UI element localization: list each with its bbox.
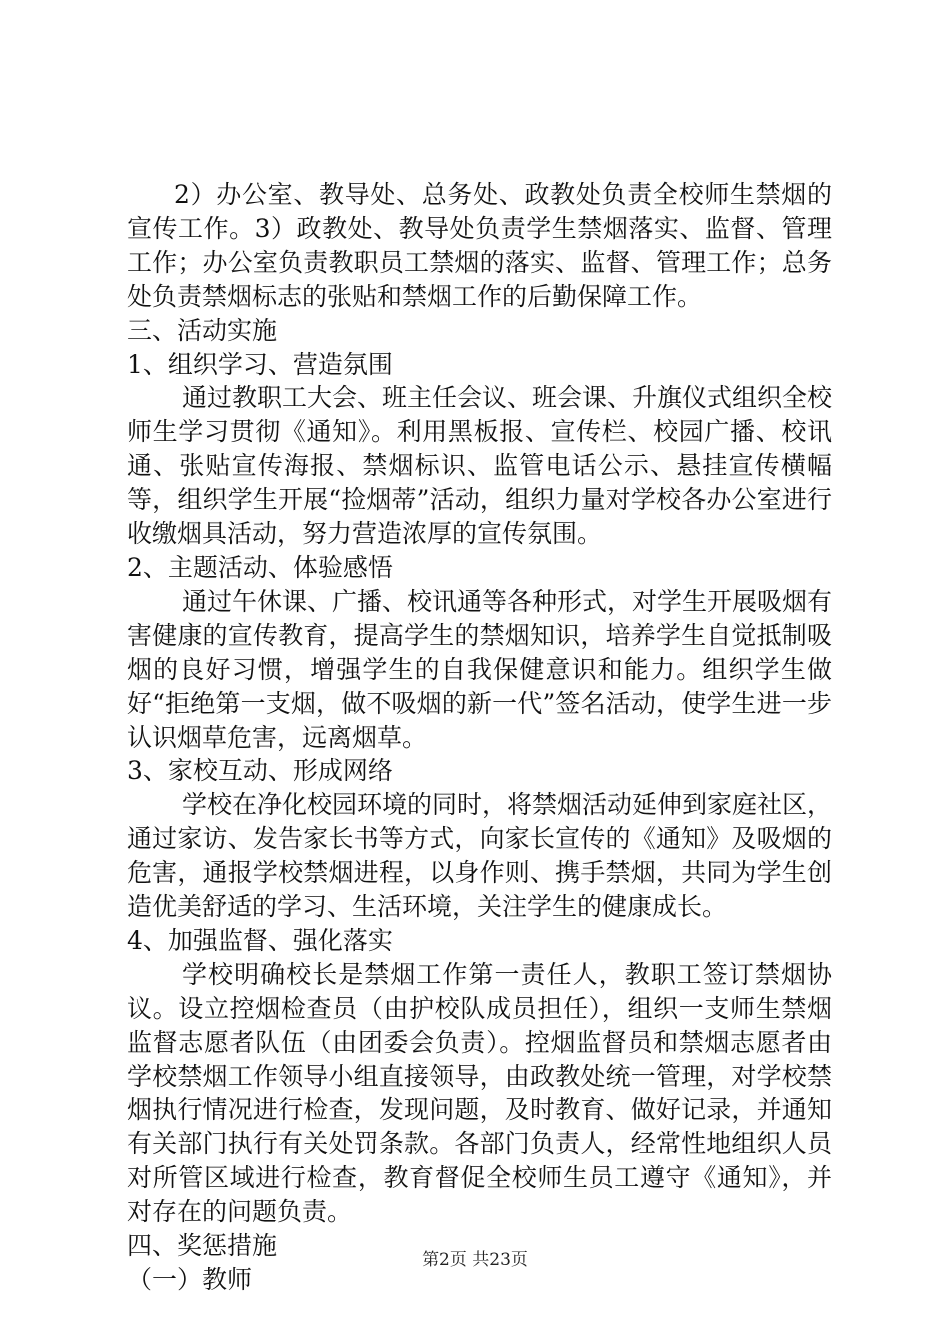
section-heading-rewards-penalties: 四、奖惩措施 bbox=[127, 1231, 278, 1261]
document-body bbox=[127, 178, 832, 1297]
page-number-footer: 第2页 共23页 bbox=[422, 1250, 528, 1270]
paragraph-home-school: 学校在净化校园环境的同时，将禁烟活动延伸到家庭社区，通过家访、发告家长书等方式，向家长宣传的《通知》及吸烟的危害，通报学校禁烟进程，以身作则、携手禁烟，共同为学生创造优美舒适的学习、生活环境，关注学生的健康成长。 bbox=[127, 790, 833, 922]
paragraph-theme-activities: 通过午休课、广播、校讯通等各种形式，对学生开展吸烟有害健康的宣传教育，提高学生的禁烟知识，培养学生自觉抵制吸烟的良好习惯，增强学生的自我保健意识和能力。组织学生做好“拒绝第一支烟，做不吸烟的新一代”签名活动，使学生进一步认识烟草危害，远离烟草。 bbox=[127, 586, 833, 752]
subheading-home-school: 3、家校互动、形成网络 bbox=[127, 756, 393, 786]
subheading-teachers: （一）教师 bbox=[127, 1265, 253, 1294]
subheading-theme-activities: 2、主题活动、体验感悟 bbox=[127, 552, 393, 582]
paragraph-supervision: 学校明确校长是禁烟工作第一责任人，教职工签订禁烟协议。设立控烟检查员（由护校队成员担任），组织一支师生禁烟监督志愿者队伍（由团委会负责）。控烟监督员和禁烟志愿者由学校禁烟工作领导小组直接领导，由政教处统一管理，对学校禁烟执行情况进行检查，发现问题，及时教育、做好记录，并通知有关部门执行有关处罚条款。各部门负责人，经常性地组织人员对所管区域进行检查，教育督促全校师生员工遵守《通知》，并对存在的问题负责。 bbox=[127, 959, 832, 1227]
subheading-supervision: 4、加强监督、强化落实 bbox=[127, 925, 393, 955]
paragraph-organize-study: 通过教职工大会、班主任会议、班会课、升旗仪式组织全校师生学习贯彻《通知》。利用黑板报、宣传栏、校园广播、校讯通、张贴宣传海报、禁烟标识、监管电话公示、悬挂宣传横幅等，组织学生开展“捡烟蒂”活动，组织力量对学校各办公室进行收缴烟具活动，努力营造浓厚的宣传氛围。 bbox=[127, 383, 833, 549]
subheading-organize-study: 1、组织学习、营造氛围 bbox=[127, 349, 393, 379]
paragraph-responsibilities: 2）办公室、教导处、总务处、政教处负责全校师生禁烟的宣传工作。3）政教处、教导处负责学生禁烟落实、监督、管理工作；办公室负责教职员工禁烟的落实、监督、管理工作；总务处负责禁烟标志的张贴和禁烟工作的后勤保障工作。 bbox=[127, 180, 832, 311]
section-heading-activity-implementation: 三、活动实施 bbox=[127, 315, 278, 345]
